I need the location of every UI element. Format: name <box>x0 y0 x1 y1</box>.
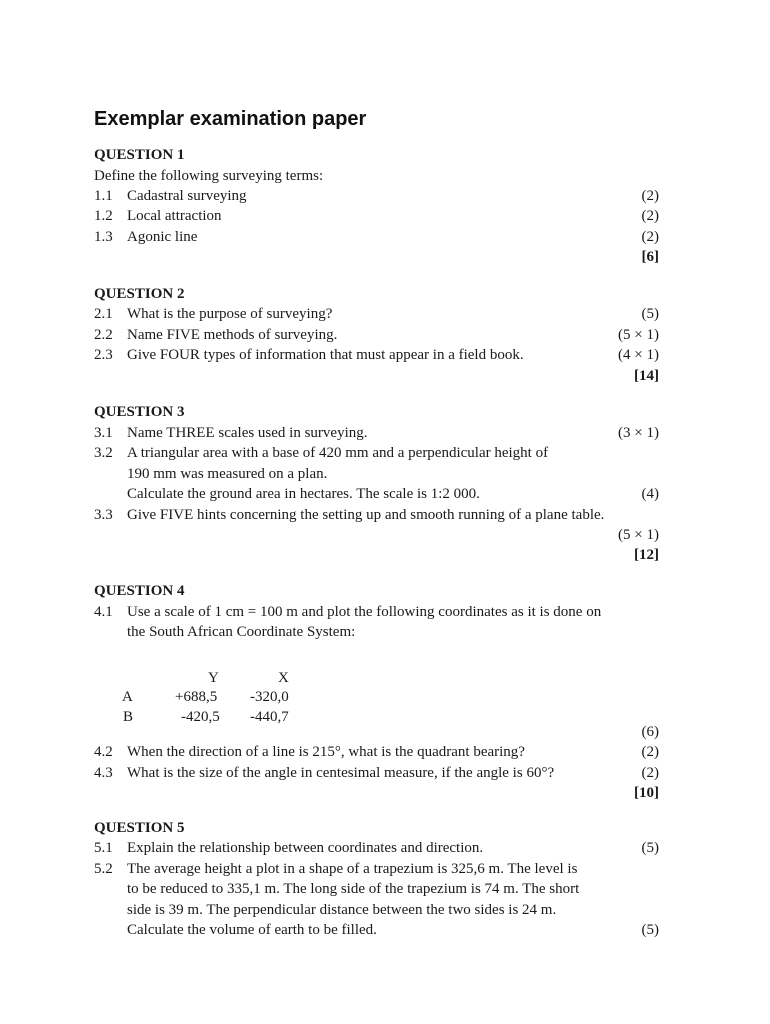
item-number: 3.2 <box>94 445 113 461</box>
question-item <box>94 742 659 762</box>
column-header-x: X <box>278 670 289 686</box>
item-mark: (6) <box>641 724 659 740</box>
item-text: Agonic line <box>127 229 198 245</box>
item-text: Give FIVE hints concerning the setting up and smooth running of a plane table. <box>127 507 605 523</box>
question-item <box>94 443 659 463</box>
item-text: Local attraction <box>127 208 222 224</box>
question-item-continuation <box>94 464 659 484</box>
item-number: 2.1 <box>94 306 113 322</box>
question-item <box>94 602 659 622</box>
item-number: 1.3 <box>94 229 113 245</box>
item-mark: (2) <box>641 229 659 245</box>
cell-x: -320,0 <box>250 689 289 705</box>
item-mark: (4 × 1) <box>618 347 659 363</box>
question-total-row <box>94 247 659 267</box>
item-number: 3.3 <box>94 507 113 523</box>
question-item <box>94 505 659 525</box>
item-number: 4.2 <box>94 744 113 760</box>
question-1-intro: Define the following surveying terms: <box>94 168 324 184</box>
item-mark: (5 × 1) <box>618 527 659 543</box>
question-item <box>94 423 659 443</box>
question-item <box>94 859 659 879</box>
question-2-heading: QUESTION 2 <box>94 286 185 302</box>
item-text: When the direction of a line is 215°, what is the quadrant bearing? <box>127 744 525 760</box>
item-mark: (4) <box>641 486 659 502</box>
item-number: 4.1 <box>94 604 113 620</box>
item-text-line: 190 mm was measured on a plan. <box>127 466 328 482</box>
question-total: [14] <box>634 368 659 384</box>
question-item <box>94 325 659 345</box>
question-3-heading: QUESTION 3 <box>94 404 185 420</box>
question-item <box>94 206 659 226</box>
item-number: 1.1 <box>94 188 113 204</box>
question-item <box>94 838 659 858</box>
question-item <box>94 186 659 206</box>
item-mark: (2) <box>641 765 659 781</box>
cell-y: -420,5 <box>181 709 220 725</box>
item-mark: (2) <box>641 744 659 760</box>
item-text-line: the South African Coordinate System: <box>127 624 356 640</box>
cell-y: +688,5 <box>175 689 218 705</box>
item-number: 3.1 <box>94 425 113 441</box>
item-text: Name THREE scales used in surveying. <box>127 425 368 441</box>
item-number: 1.2 <box>94 208 113 224</box>
item-text-line: side is 39 m. The perpendicular distance between the two sides is 24 m. <box>127 902 557 918</box>
item-text-line: Use a scale of 1 cm = 100 m and plot the following coordinates as it is done on <box>127 604 602 620</box>
item-mark: (5) <box>641 922 659 938</box>
question-1-heading: QUESTION 1 <box>94 147 185 163</box>
item-text-line: Calculate the volume of earth to be filled. <box>127 922 377 938</box>
question-item-continuation <box>94 900 659 920</box>
question-item <box>94 345 659 365</box>
item-mark: (5) <box>641 840 659 856</box>
item-mark: (2) <box>641 208 659 224</box>
question-total-row <box>94 783 659 803</box>
item-text-line: to be reduced to 335,1 m. The long side of the trapezium is 74 m. The short <box>127 881 580 897</box>
row-label: B <box>123 709 134 725</box>
question-item-continuation <box>94 920 659 940</box>
item-text-line: The average height a plot in a shape of a trapezium is 325,6 m. The level is <box>127 861 578 877</box>
item-text: Cadastral surveying <box>127 188 247 204</box>
question-item-continuation <box>94 622 659 642</box>
question-5-heading: QUESTION 5 <box>94 820 185 836</box>
question-item <box>94 227 659 247</box>
item-mark: (3 × 1) <box>618 425 659 441</box>
item-text: Name FIVE methods of surveying. <box>127 327 338 343</box>
question-total: [10] <box>634 785 659 801</box>
item-mark: (5 × 1) <box>618 327 659 343</box>
question-item-continuation <box>94 484 659 504</box>
question-total-row <box>94 545 659 565</box>
question-mark-row <box>94 722 659 742</box>
item-number: 2.3 <box>94 347 113 363</box>
question-total-row <box>94 366 659 386</box>
row-label: A <box>122 689 133 705</box>
question-4-heading: QUESTION 4 <box>94 583 185 599</box>
item-number: 2.2 <box>94 327 113 343</box>
item-number: 5.2 <box>94 861 113 877</box>
item-text: What is the purpose of surveying? <box>127 306 333 322</box>
question-total: [12] <box>634 547 659 563</box>
question-item <box>94 304 659 324</box>
cell-x: -440,7 <box>250 709 289 725</box>
item-mark: (5) <box>641 306 659 322</box>
question-total: [6] <box>641 249 659 265</box>
item-text: Explain the relationship between coordinates and direction. <box>127 840 484 856</box>
item-text-line: A triangular area with a base of 420 mm and a perpendicular height of <box>127 445 549 461</box>
item-number: 4.3 <box>94 765 113 781</box>
item-text: Give FOUR types of information that must appear in a field book. <box>127 347 524 363</box>
item-mark: (2) <box>641 188 659 204</box>
item-text: What is the size of the angle in centesimal measure, if the angle is 60°? <box>127 765 555 781</box>
question-item-continuation <box>94 879 659 899</box>
page-title: Exemplar examination paper <box>94 108 367 130</box>
item-text-line: Calculate the ground area in hectares. The scale is 1:2 000. <box>127 486 480 502</box>
question-item <box>94 763 659 783</box>
column-header-y: Y <box>208 670 219 686</box>
question-mark-row <box>94 525 659 545</box>
item-number: 5.1 <box>94 840 113 856</box>
